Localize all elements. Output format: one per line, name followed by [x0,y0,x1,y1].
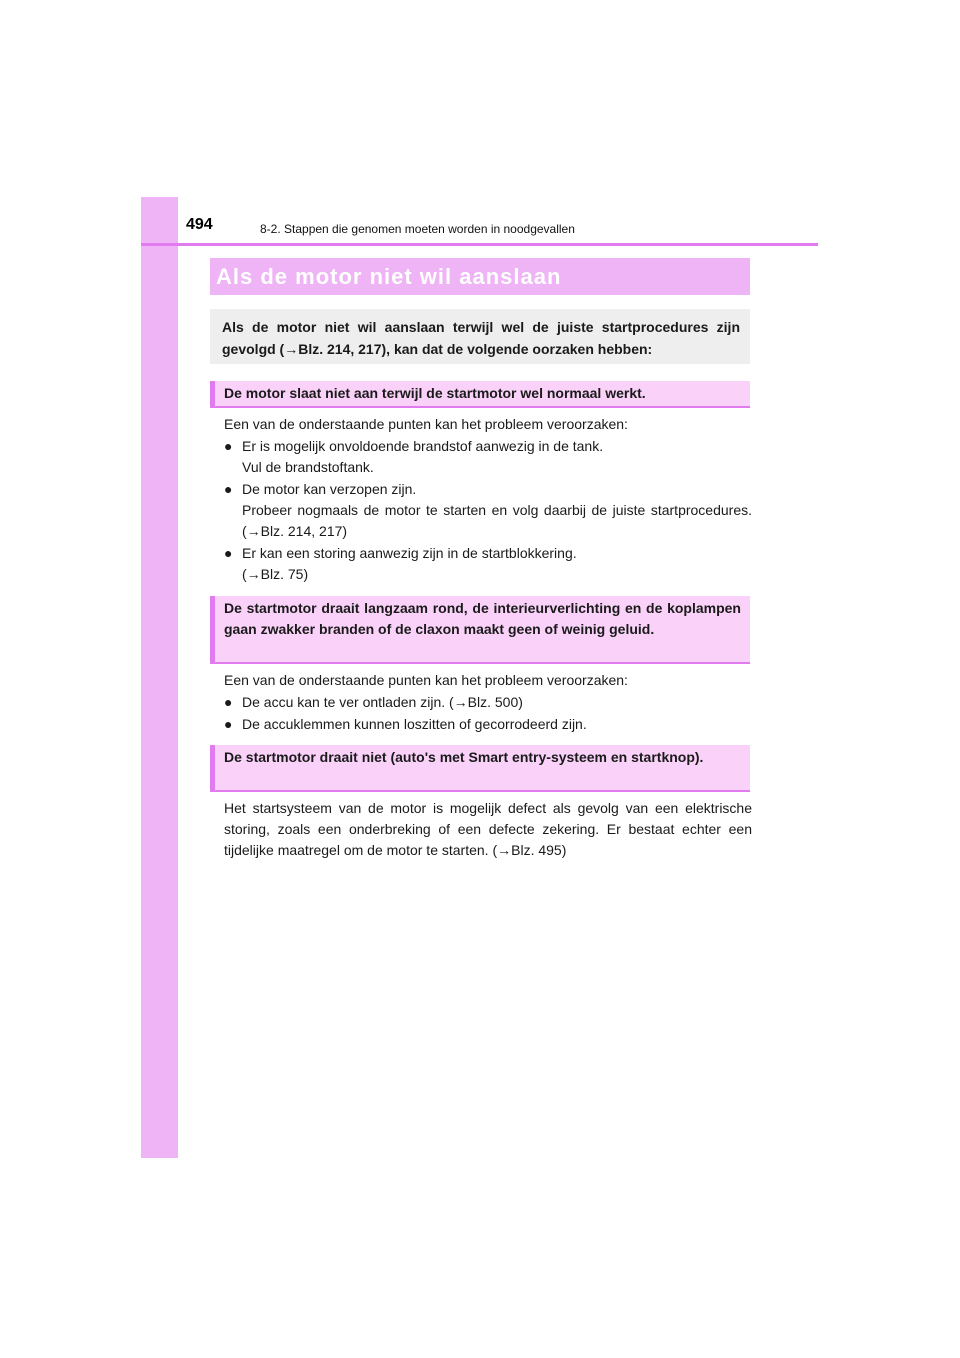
bullet-line-1: Er is mogelijk onvoldoende brandstof aanwezig in de tank. [242,438,604,454]
list-item [224,543,752,585]
subheading-2: De startmotor draait langzaam rond, de interieurverlichting en de koplampen gaan zwakker branden of de claxon maakt geen of weinig geluid. [210,596,750,664]
list-item [224,436,752,478]
list-item [224,692,752,713]
bullet-icon: ● [224,481,233,497]
section-2-body [224,670,752,735]
bullet-line-1: De motor kan verzopen zijn. [242,481,417,497]
section-1-lead: Een van de onderstaande punten kan het probleem veroorzaken: [224,416,628,432]
section-3-body: Het startsysteem van de motor is mogelijk defect als gevolg van een elektrische storing, zoals een onderbreking of een defecte zekering. Er bestaat echter een tijdelijke maatregel om de motor te starten. (→Blz. 495) [224,800,752,858]
bullet-icon: ● [224,438,233,454]
subheading-1: De motor slaat niet aan terwijl de startmotor wel normaal werkt. [210,381,750,408]
page-title-bar [210,258,750,295]
bullet-icon: ● [224,545,233,561]
bullet-line-1: De accu kan te ver ontladen zijn. (→Blz. 500) [242,694,523,710]
chapter-tab-strip [141,197,178,1158]
section-label: 8-2. Stappen die genomen moeten worden in noodgevallen [260,222,575,236]
bullet-icon: ● [224,694,233,710]
list-item [224,714,752,735]
bullet-line-2: Probeer nogmaals de motor te starten en volg daarbij de juiste startprocedures. (→Blz. 214, 217) [242,502,752,539]
page-title: Als de motor niet wil aanslaan [216,263,562,289]
bullet-line-1: De accuklemmen kunnen loszitten of gecorrodeerd zijn. [242,716,587,732]
section-2-lead: Een van de onderstaande punten kan het probleem veroorzaken: [224,672,628,688]
page-number: 494 [186,216,213,233]
bullet-line-2: (→Blz. 75) [242,566,309,582]
bullet-line-2: Vul de brandstoftank. [242,459,374,475]
intro-box: Als de motor niet wil aanslaan terwijl wel de juiste startprocedures zijn gevolgd (→Blz. 214, 217), kan dat de volgende oorzaken hebben: [210,309,750,364]
list-item [224,479,752,542]
section-1-body [224,414,752,585]
bullet-line-1: Er kan een storing aanwezig zijn in de startblokkering. [242,545,577,561]
bullet-icon: ● [224,716,233,732]
subheading-3: De startmotor draait niet (auto's met Smart entry-systeem en startknop). [210,745,750,792]
header-rule [141,243,818,246]
